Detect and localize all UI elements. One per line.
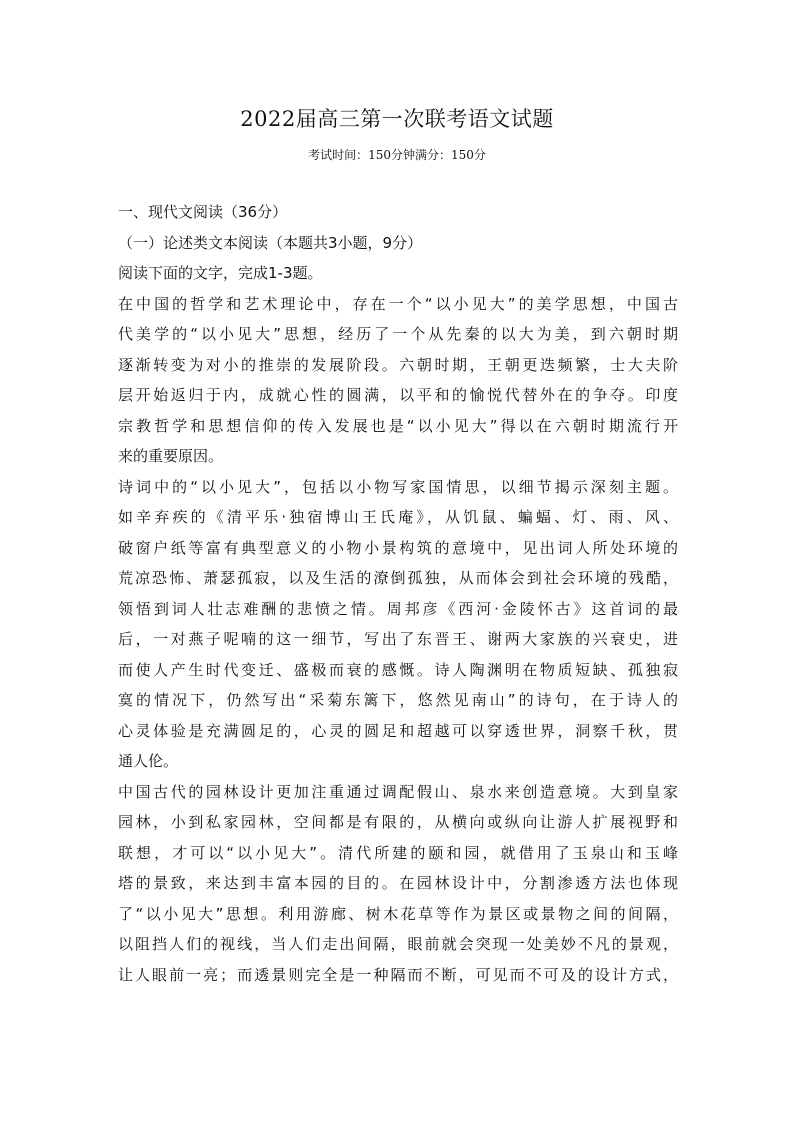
- paragraph-line: 联想，才可以“以小见大”。清代所建的颐和园，就借用了玉泉山和玉峰: [118, 843, 678, 862]
- section-heading: 一、现代文阅读（36分）: [118, 203, 288, 221]
- paragraph-line: 如辛弃疾的《清平乐·独宿博山王氏庵》，从饥鼠、蝙蝠、灯、雨、风、: [118, 508, 678, 526]
- paragraph-line: 领悟到词人壮志难酬的悲愤之情。周邦彦《西河·金陵怀古》这首词的最: [118, 599, 678, 618]
- paragraph-line: 破窗户纸等富有典型意义的小物小景构筑的意境中，见出词人所处环境的: [118, 538, 678, 557]
- paragraph-line: 寞的情况下，仍然写出“采菊东篱下，悠然见南山”的诗句，在于诗人的: [118, 691, 678, 709]
- paragraph-line: 在中国的哲学和艺术理论中，存在一个“以小见大”的美学思想，中国古: [118, 294, 678, 313]
- paragraph-line: 层开始返归于内，成就心性的圆满，以平和的愉悦代替外在的争夺。印度: [118, 386, 678, 404]
- paragraph-line: 中国古代的园林设计更加注重通过调配假山、泉水来创造意境。大到皇家: [118, 782, 678, 801]
- paragraph-line: 了“以小见大”思想。利用游廊、树木花草等作为景区或景物之间的间隔，: [118, 904, 678, 923]
- paragraph-line: 心灵体验是充满圆足的，心灵的圆足和超越可以穿透世界，洞察千秋，贯: [118, 721, 678, 740]
- paragraph-line: 后，一对燕子呢喃的这一细节，写出了东晋王、谢两大家族的兴衰史，进: [118, 630, 678, 648]
- paragraph-line: 而使人产生时代变迁、盛极而衰的感慨。诗人陶渊明在物质短缺、孤独寂: [118, 660, 678, 679]
- paragraph-line: 宗教哲学和思想信仰的传入发展也是“以小见大”得以在六朝时期流行开: [118, 416, 678, 435]
- paragraph-line: 来的重要原因。: [118, 447, 224, 465]
- subsection-heading: （一）论述类文本阅读（本题共3小题，9分）: [118, 233, 423, 252]
- paragraph-line: 塔的景致，来达到丰富本园的目的。在园林设计中，分割渗透方法也体现: [118, 874, 678, 892]
- exam-info: 考试时间：150分钟满分：150分: [308, 148, 486, 162]
- paragraph-line: 逐渐转变为对小的推崇的发展阶段。六朝时期，王朝更迭频繁，士大夫阶: [118, 355, 678, 374]
- paragraph-line: 以阻挡人们的视线，当人们走出间隔，眼前就会突现一处美妙不凡的景观，: [118, 935, 678, 953]
- document-body: [118, 197, 678, 990]
- paragraph-line: 园林，小到私家园林，空间都是有限的，从横向或纵向让游人扩展视野和: [118, 813, 678, 831]
- paragraph-line: 诗词中的“以小见大”，包括以小物写家国情思，以细节揭示深刻主题。: [118, 477, 678, 496]
- paragraph-line: 代美学的“以小见大”思想，经历了一个从先秦的以大为美，到六朝时期: [118, 325, 678, 343]
- page-title: 2022届高三第一次联考语文试题: [240, 107, 554, 131]
- instruction-text: 阅读下面的文字，完成1-3题。: [118, 264, 323, 282]
- paragraph-line: 荒凉恐怖、萧瑟孤寂，以及生活的潦倒孤独，从而体会到社会环境的残酷，: [118, 569, 678, 587]
- paragraph-line: 通人伦。: [118, 752, 179, 770]
- paragraph-line: 让人眼前一亮；而透景则完全是一种隔而不断，可见而不可及的设计方式，: [118, 965, 678, 984]
